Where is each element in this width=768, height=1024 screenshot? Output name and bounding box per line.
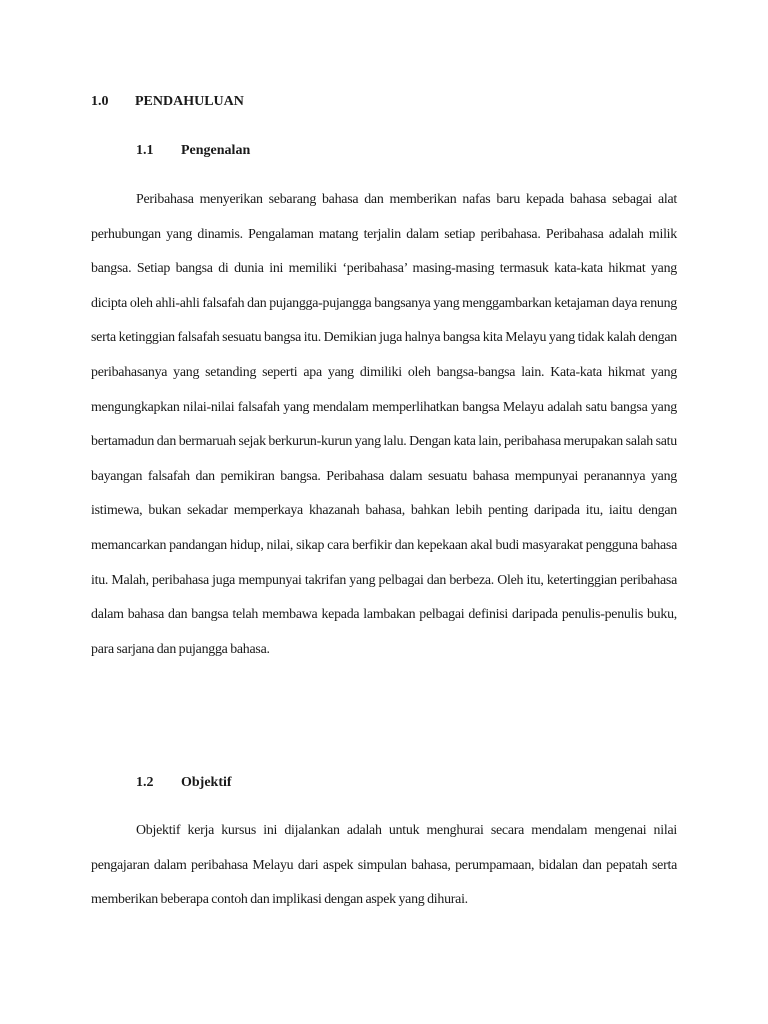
subsection-number: 1.1 — [136, 143, 154, 158]
subsection-number: 1.2 — [136, 775, 154, 790]
section-heading-pendahuluan — [91, 93, 491, 111]
subsection-title: Objektif — [181, 775, 232, 790]
section-number: 1.0 — [91, 94, 109, 109]
subsection-title: Pengenalan — [181, 143, 251, 158]
subsection-heading-pengenalan — [136, 142, 536, 160]
subsection-heading-objektif — [136, 774, 536, 792]
paragraph-objektif: Objektif kerja kursus ini dijalankan adalah untuk menghurai secara mendalam mengenai nilai pengajaran dalam peribahasa Melayu dari aspek simpulan bahasa, perumpamaan, bidalan dan pepatah serta memberikan beberapa contoh dan implikasi dengan aspek yang dihurai. — [91, 823, 677, 908]
section-title: PENDAHULUAN — [135, 94, 244, 109]
paragraph-pengenalan: Peribahasa menyerikan sebarang bahasa dan memberikan nafas baru kepada bahasa sebagai alat perhubungan yang dinamis. Pengalaman matang terjalin dalam setiap peribahasa. Peribahasa adalah milik bangsa. Setiap bangsa di dunia ini memiliki ‘peribahasa’ masing-masing termasuk kata-kata hikmat yang dicipta oleh ahli-ahli falsafah dan pujangga-pujangga bangsanya yang menggambarkan ketajaman daya renung serta ketinggian falsafah sesuatu bangsa itu. Demikian juga halnya bangsa kita Melayu yang tidak kalah dengan peribahasanya yang setanding seperti apa yang dimiliki oleh bangsa-bangsa lain. Kata-kata hikmat yang mengungkapkan nilai-nilai falsafah yang mendalam memperlihatkan bangsa Melayu adalah satu bangsa yang bertamadun dan bermaruah sejak berkurun-kurun yang lalu. Dengan kata lain, peribahasa merupakan salah satu bayangan falsafah dan pemikiran bangsa. Peribahasa dalam sesuatu bahasa mempunyai peranannya yang istimewa, bukan sekadar memperkaya khazanah bahasa, bahkan lebih penting daripada itu, iaitu dengan memancarkan pandangan hidup, nilai, sikap cara berfikir dan kepekaan akal budi masyarakat pengguna bahasa itu. Malah, peribahasa juga mempunyai takrifan yang pelbagai dan berbeza. Oleh itu, ketertinggian peribahasa dalam bahasa dan bangsa telah membawa kepada lambakan pelbagai definisi daripada penulis-penulis buku, para sarjana dan pujangga bahasa. — [91, 192, 677, 657]
